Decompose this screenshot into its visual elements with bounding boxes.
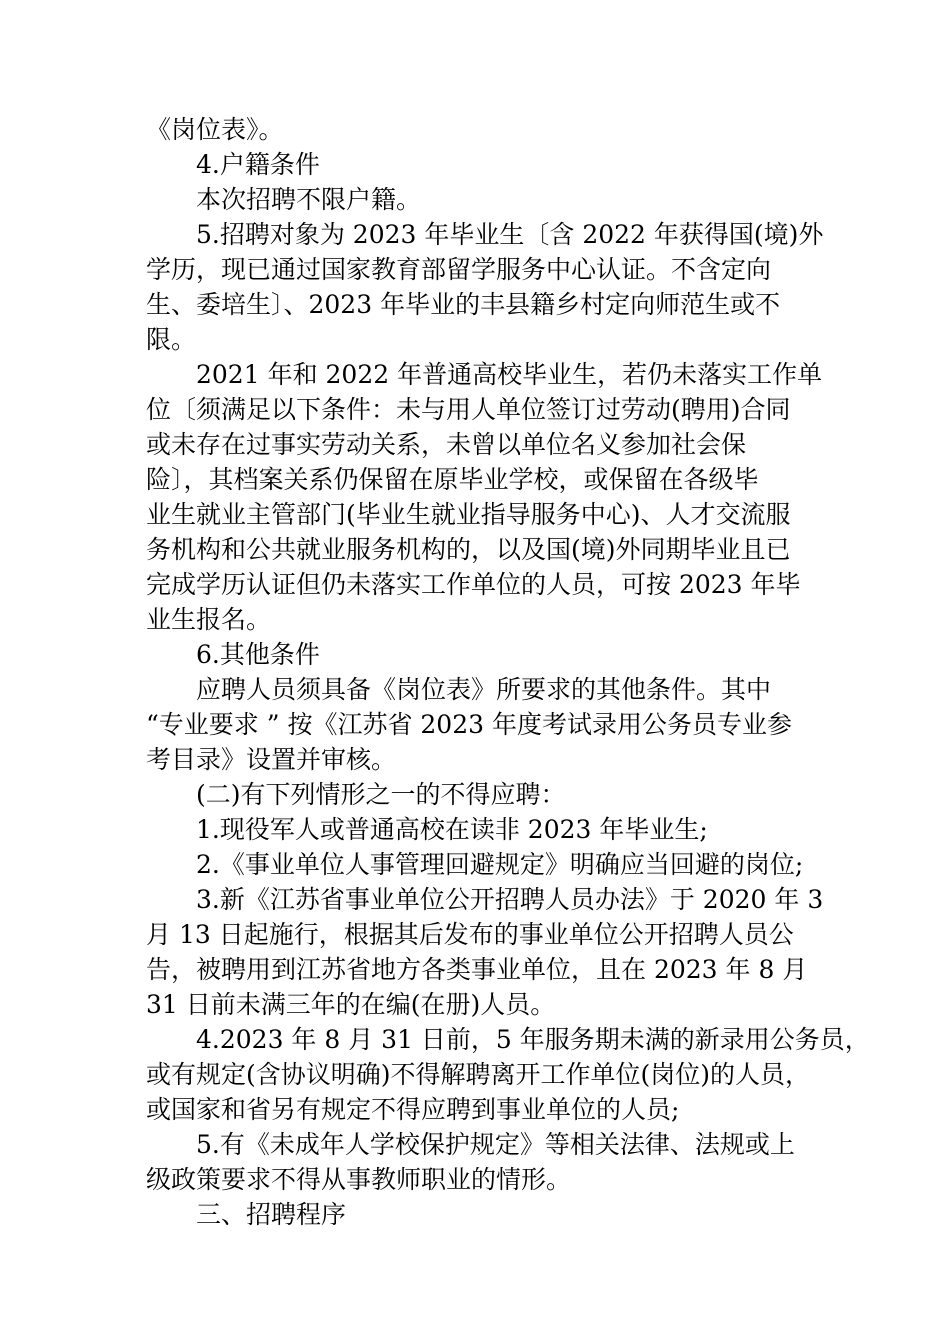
text-line: 5.招聘对象为 2023 年毕业生〔含 2022 年获得国(境)外 bbox=[196, 220, 824, 249]
text-line: 级政策要求不得从事教师职业的情形。 bbox=[146, 1165, 572, 1194]
text-line: 应聘人员须具备《岗位表》所要求的其他条件。其中 bbox=[196, 675, 772, 704]
section-heading: 三、招聘程序 bbox=[196, 1200, 347, 1229]
text-line: 31 日前未满三年的在编(在册)人员。 bbox=[146, 990, 556, 1019]
text-line: 本次招聘不限户籍。 bbox=[196, 185, 422, 214]
text-line: 《岗位表》。 bbox=[146, 115, 284, 144]
text-line: 业生就业主管部门(毕业生就业指导服务中心)、人才交流服 bbox=[146, 500, 791, 529]
list-item: 1.现役军人或普通高校在读非 2023 年毕业生; bbox=[196, 815, 708, 844]
text-line: 完成学历认证但仍未落实工作单位的人员，可按 2023 年毕 bbox=[146, 570, 801, 599]
text-line: “专业要求 ” 按《江苏省 2023 年度考试录用公务员专业参 bbox=[146, 710, 792, 739]
text-line: 2021 年和 2022 年普通高校毕业生，若仍未落实工作单 bbox=[196, 360, 823, 389]
section-heading: 6.其他条件 bbox=[196, 640, 320, 669]
section-heading: (二)有下列情形之一的不得应聘： bbox=[196, 780, 566, 809]
text-line: 或有规定(含协议明确)不得解聘离开工作单位(岗位)的人员， bbox=[146, 1060, 811, 1089]
section-heading: 4.户籍条件 bbox=[196, 150, 320, 179]
text-line: 生、委培生〕、2023 年毕业的丰县籍乡村定向师范生或不 bbox=[146, 290, 781, 319]
list-item: 5.有《未成年人学校保护规定》等相关法律、法规或上 bbox=[196, 1130, 795, 1159]
text-line: 月 13 日起施行，根据其后发布的事业单位公开招聘人员公 bbox=[146, 920, 794, 949]
text-line: 告，被聘用到江苏省地方各类事业单位，且在 2023 年 8 月 bbox=[146, 955, 808, 984]
text-line: 或未存在过事实劳动关系，未曾以单位名义参加社会保 bbox=[146, 430, 747, 459]
list-item: 2.《事业单位人事管理回避规定》明确应当回避的岗位; bbox=[196, 850, 804, 879]
list-item: 4.2023 年 8 月 31 日前，5 年服务期未满的新录用公务员， bbox=[196, 1025, 870, 1054]
text-line: 考目录》设置并审核。 bbox=[146, 745, 397, 774]
text-line: 务机构和公共就业服务机构的，以及国(境)外同期毕业且已 bbox=[146, 535, 791, 564]
text-line: 或国家和省另有规定不得应聘到事业单位的人员; bbox=[146, 1095, 680, 1124]
list-item: 3.新《江苏省事业单位公开招聘人员办法》于 2020 年 3 bbox=[196, 885, 824, 914]
text-line: 位〔须满足以下条件：未与用人单位签订过劳动(聘用)合同 bbox=[146, 395, 791, 424]
document-body bbox=[146, 112, 870, 1232]
text-line: 限。 bbox=[146, 325, 197, 354]
text-line: 险〕，其档案关系仍保留在原毕业学校，或保留在各级毕 bbox=[146, 465, 759, 494]
text-line: 学历，现已通过国家教育部留学服务中心认证。不含定向 bbox=[146, 255, 772, 284]
text-line: 业生报名。 bbox=[146, 605, 272, 634]
